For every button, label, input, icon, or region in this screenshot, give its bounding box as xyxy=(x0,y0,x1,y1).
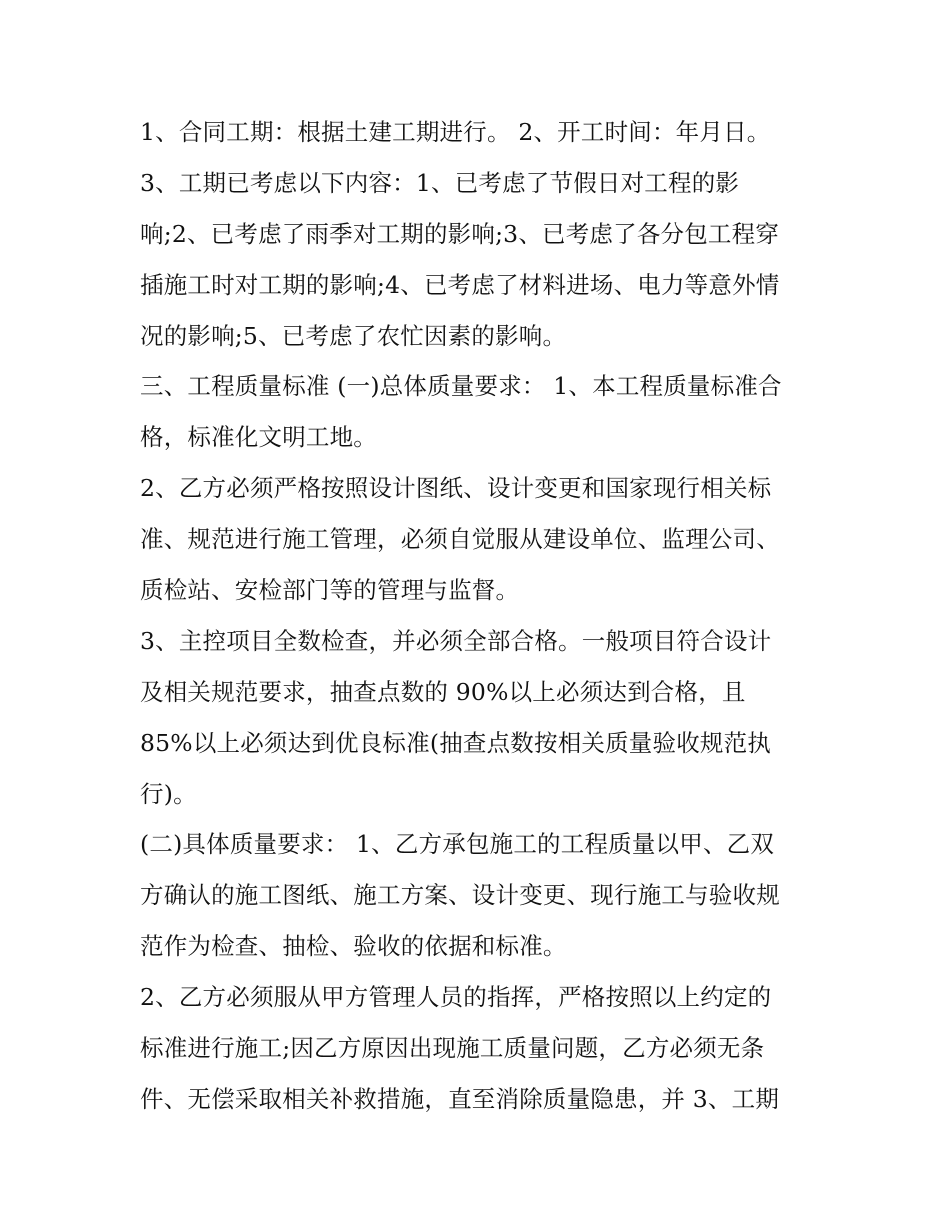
text-line: 2、乙方必须严格按照设计图纸、设计变更和国家现行相关标 xyxy=(140,474,772,503)
text-line: 质检站、安检部门等的管理与监督。 xyxy=(140,576,520,605)
text-line: 件、无偿采取相关补救措施，直至消除质量隐患，并 3、工期 xyxy=(140,1084,780,1113)
text-line: 插施工时对工期的影响;4、已考虑了材料进场、电力等意外情 xyxy=(140,270,780,299)
text-line: 响;2、已考虑了雨季对工期的影响;3、已考虑了各分包工程穿 xyxy=(140,219,780,248)
text-line: 行)。 xyxy=(140,779,197,808)
text-line: 三、工程质量标准 (一)总体质量要求： 1、本工程质量标准合 xyxy=(140,372,782,401)
text-line: 准、规范进行施工管理，必须自觉服从建设单位、监理公司、 xyxy=(140,525,780,554)
text-line: 及相关规范要求，抽查点数的 90%以上必须达到合格，且 xyxy=(140,677,746,706)
text-line: 1、合同工期：根据土建工期进行。 2、开工时间：年月日。 xyxy=(140,118,771,146)
text-line: 范作为检查、抽检、验收的依据和标准。 xyxy=(140,932,567,961)
text-line: 85%以上必须达到优良标准(抽查点数按相关质量验收规范执 xyxy=(140,728,771,757)
text-line: (二)具体质量要求： 1、乙方承包施工的工程质量以甲、乙双 xyxy=(140,830,775,859)
text-line: 3、主控项目全数检查，并必须全部合格。一般项目符合设计 xyxy=(140,626,772,655)
text-line: 3、工期已考虑以下内容：1、已考虑了节假日对工程的影 xyxy=(140,168,740,197)
text-line: 格，标准化文明工地。 xyxy=(140,423,377,452)
text-line: 方确认的施工图纸、施工方案、设计变更、现行施工与验收规 xyxy=(140,881,780,910)
text-line: 标准进行施工;因乙方原因出现施工质量问题，乙方必须无条 xyxy=(140,1034,765,1063)
text-line: 2、乙方必须服从甲方管理人员的指挥，严格按照以上约定的 xyxy=(140,983,772,1012)
document-body xyxy=(140,107,820,1125)
text-line: 况的影响;5、已考虑了农忙因素的影响。 xyxy=(140,321,567,350)
